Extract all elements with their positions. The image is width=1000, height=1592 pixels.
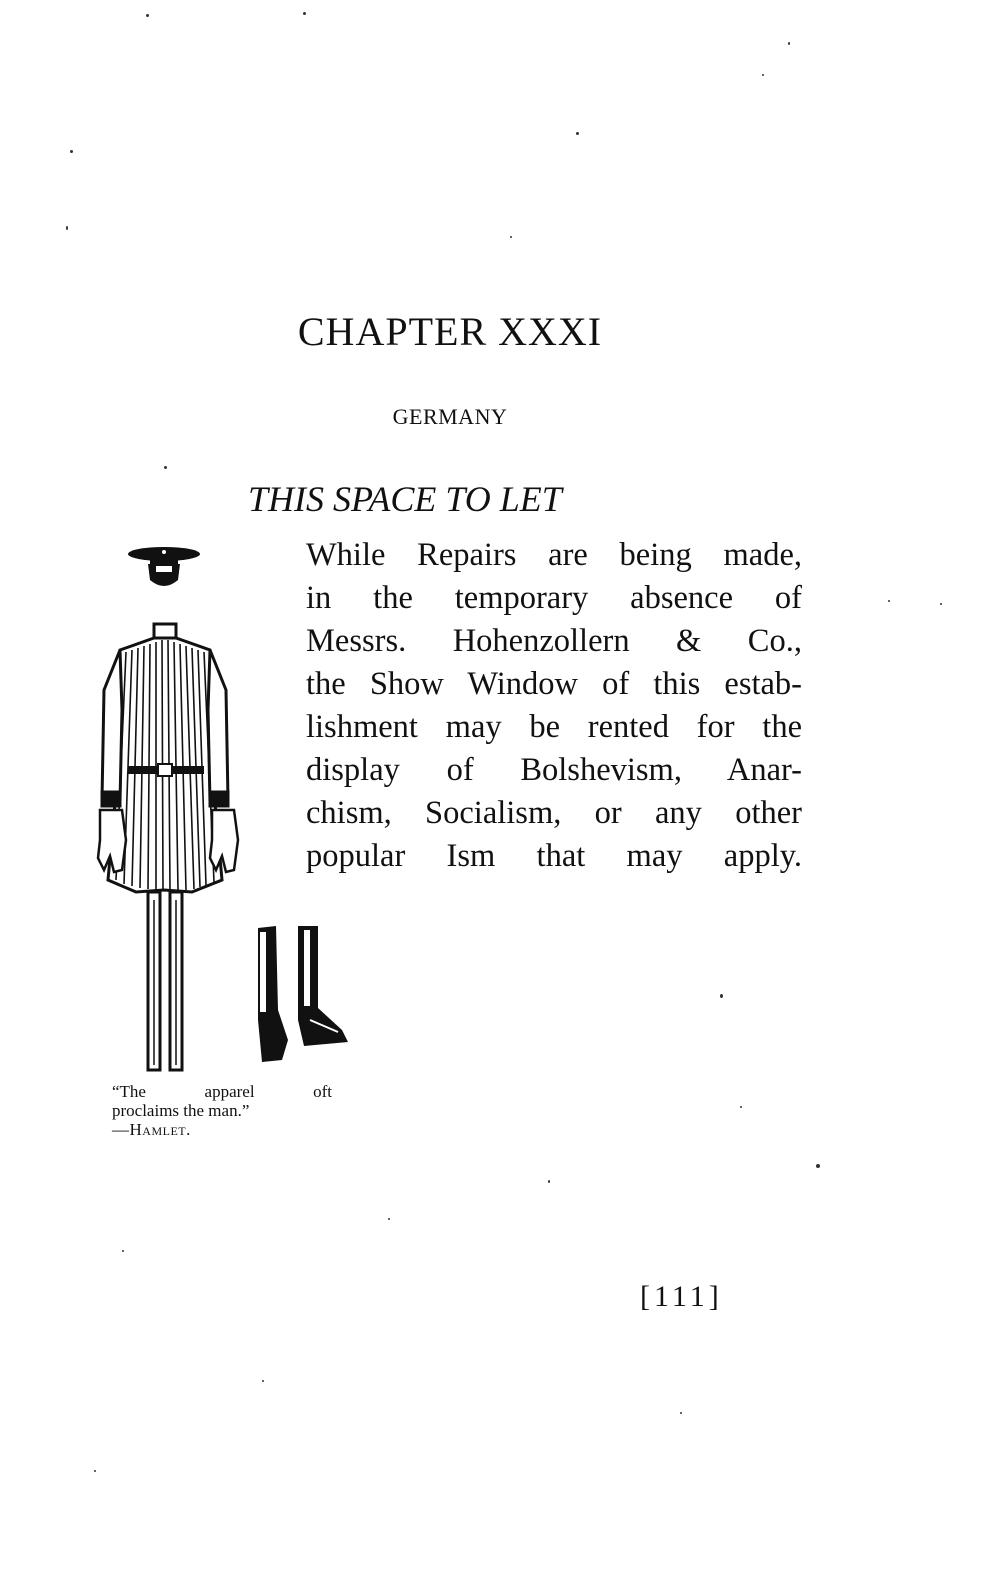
paper-speck <box>548 1180 550 1183</box>
paper-speck <box>70 150 73 153</box>
chapter-subtitle: GERMANY <box>392 404 508 429</box>
caption-attribution: —Hamlet. <box>112 1120 191 1139</box>
paper-speck <box>888 600 890 602</box>
paper-speck <box>762 74 764 76</box>
paper-speck <box>510 236 512 238</box>
page-number: [111] <box>640 1280 723 1313</box>
paper-speck <box>66 226 68 230</box>
body-line: display of Bolshevism, Anar- <box>306 752 802 788</box>
chapter-title: CHAPTER XXXI <box>297 309 603 354</box>
paper-speck <box>388 1218 390 1220</box>
body-line: While Repairs are being made, <box>306 537 802 573</box>
caption-line: “The apparel oft <box>112 1082 332 1101</box>
body-line: the Show Window of this estab- <box>306 666 802 702</box>
paper-speck <box>164 466 167 469</box>
cap-icon <box>128 547 200 564</box>
paper-speck <box>940 603 942 605</box>
paper-speck <box>94 1470 96 1472</box>
body-line: in the temporary absence of <box>306 580 802 616</box>
paper-speck <box>680 1412 682 1414</box>
paper-speck <box>816 1164 820 1168</box>
paper-speck <box>303 12 306 15</box>
paper-speck <box>720 994 723 998</box>
paper-speck <box>122 1250 124 1252</box>
body-paragraph <box>306 534 802 878</box>
illustration-caption <box>112 1082 332 1139</box>
body-line: chism, Socialism, or any other <box>306 795 802 831</box>
beard-icon <box>148 564 180 586</box>
caption-line: proclaims the man.” <box>112 1101 250 1120</box>
body-line: popular Ism that may apply. <box>306 838 802 874</box>
boots-icon <box>258 926 348 1062</box>
paper-speck <box>740 1106 742 1108</box>
legs-icon <box>148 892 182 1070</box>
headline: THIS SPACE TO LET <box>248 479 562 519</box>
paper-speck <box>788 42 790 45</box>
paper-speck <box>146 14 149 17</box>
paper-speck <box>262 1380 264 1382</box>
paper-speck <box>576 132 579 135</box>
body-line: lishment may be rented for the <box>306 709 802 745</box>
body-line: Messrs. Hohenzollern & Co., <box>306 623 802 659</box>
empty-uniform-illustration <box>92 540 362 1080</box>
